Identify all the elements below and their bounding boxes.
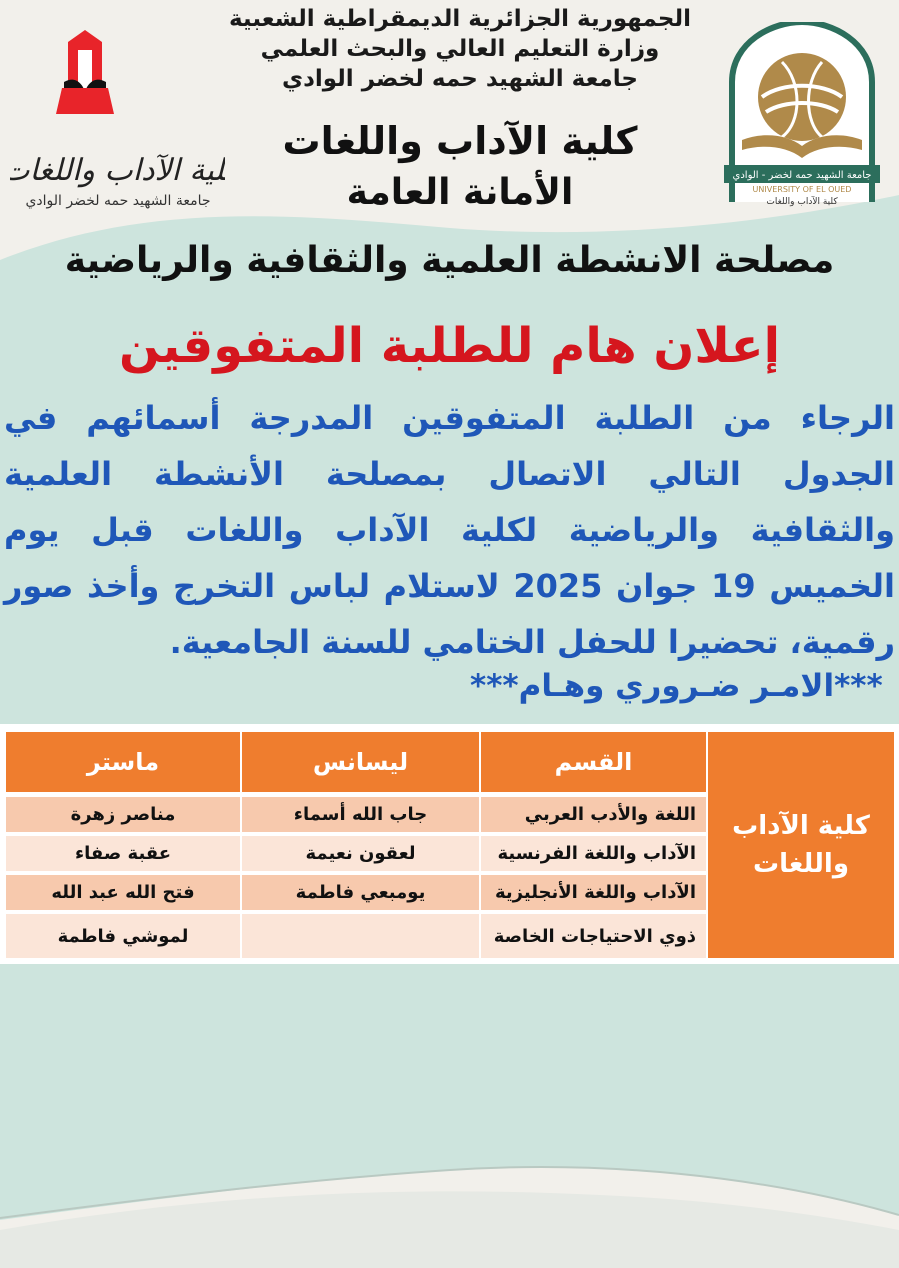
svg-text:UNIVERSITY OF EL OUED: UNIVERSITY OF EL OUED [752, 185, 852, 194]
ministry-line: وزارة التعليم العالي والبحث العلمي [260, 36, 660, 62]
svg-text:كلية الآداب واللغات: كلية الآداب واللغات [766, 197, 838, 207]
announcement-title: إعلان هام للطلبة المتفوقين [118, 318, 781, 374]
important-note: ***الامـر ضـروري وهـام*** [470, 668, 883, 704]
table-row-department: الآداب واللغة الفرنسية [481, 836, 706, 871]
table-row-department: اللغة والأدب العربي [481, 797, 706, 832]
announcement-body: الرجاء من الطلبة المتفوقين المدرجة أسمائهم في الجدول التالي الاتصال بمصلحة الأنشطة العلمية والثقافية والرياضية لكلية الآداب واللغات قبل يوم الخميس 19 جوان 2025 لاستلام لباس التخرج وأخذ صور رقمية، تحضيرا للحفل الختامي للسنة الجامعية. [4, 399, 896, 661]
header-master: ماستر [6, 732, 240, 792]
service-title: مصلحة الانشطة العلمية والثقافية والرياضية [64, 240, 835, 281]
header-department: القسم [481, 732, 706, 792]
table-row-licence: لعقون نعيمة [242, 836, 479, 871]
table-row-master: فتح الله عبد الله [6, 875, 240, 910]
table-faculty-cell: كلية الآداب واللغات [708, 732, 894, 958]
svg-text:كلية الآداب واللغات: كلية الآداب واللغات [10, 153, 225, 188]
header-licence: ليسانس [242, 732, 479, 792]
secretariat-title: الأمانة العامة [346, 172, 574, 213]
university-line: جامعة الشهيد حمه لخضر الوادي [281, 66, 639, 92]
header-block [180, 4, 740, 94]
table-row-department: الآداب واللغة الأنجليزية [481, 875, 706, 910]
table-row-master: لموشي فاطمة [6, 914, 240, 958]
table-row-licence: يومبعي فاطمة [242, 875, 479, 910]
table-row-department: ذوي الاحتياجات الخاصة [481, 914, 706, 958]
table-row-licence [242, 914, 479, 958]
svg-text:جامعة الشهيد حمه لخضر الوادي: جامعة الشهيد حمه لخضر الوادي [25, 193, 211, 209]
svg-text:جامعة الشهيد حمه لخضر - الوادي: جامعة الشهيد حمه لخضر - الوادي [732, 170, 872, 181]
university-logo [722, 22, 882, 212]
table-row-master: مناصر زهرة [6, 797, 240, 832]
republic-line: الجمهورية الجزائرية الديمقراطية الشعبية [228, 6, 692, 32]
faculty-title: كلية الآداب واللغات [282, 119, 638, 163]
table-row-licence: جاب الله أسماء [242, 797, 479, 832]
table-row-master: عقبة صفاء [6, 836, 240, 871]
